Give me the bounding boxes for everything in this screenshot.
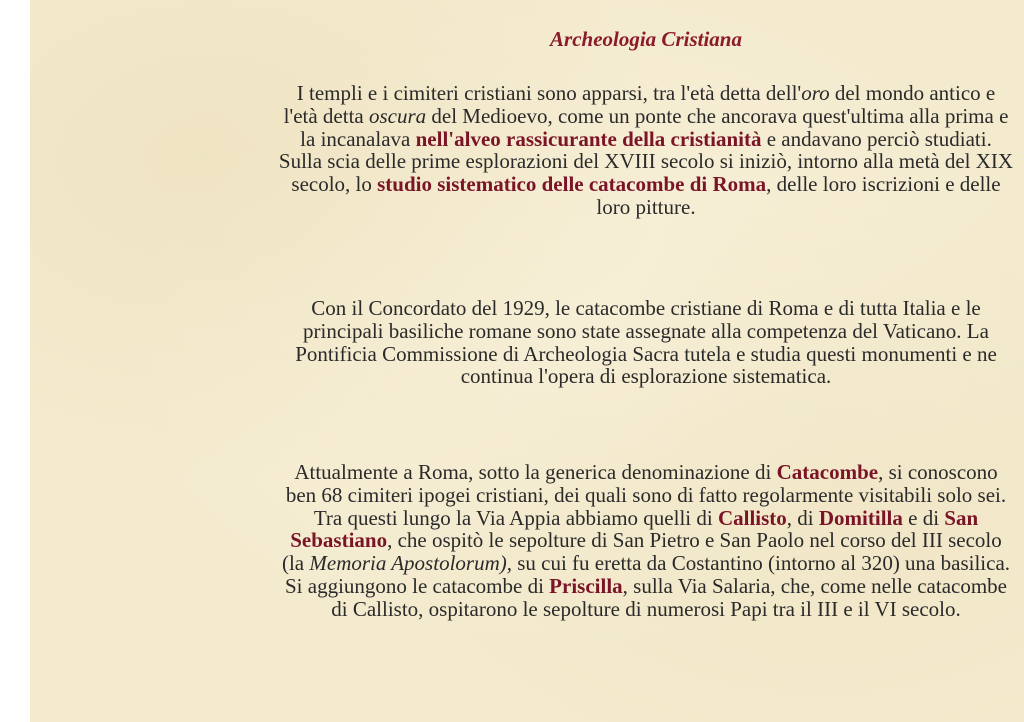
text-span: Priscilla [549,573,623,598]
text-span: San Sebastiano [290,505,984,553]
text-span: , delle loro iscrizioni e delle loro pitture. [596,172,1006,219]
text-span: Callisto [717,505,787,530]
text-span: studio sistematico delle catacombe di Roma [377,172,767,197]
text-span: , sulla Via Salaria, che, come nelle catacombe di Callisto, ospitarono le sepolture di numerosi Papi tra il III e il VI secolo. [331,573,1013,621]
text-span: su cui fu eretta da Costantino (intorno al 320) una basilica. Si aggiungono le catacombe di [284,551,1016,598]
text-span: Con il Concordato del 1929, le catacombe cristiane di Roma e di tutta Italia e le principali basiliche romane sono state assegnate alla competenza del Vaticano. La Pontificia Commissione di Archeologia Sacra tutela e studia questi monumenti e ne continua l'opera di esplorazione sistematica. [295,296,1003,389]
text-span: Catacombe [776,460,879,484]
document-title: Archeologia Cristiana [550,27,742,51]
text-span: e di [902,505,945,530]
paragraph-3 [278,461,1014,621]
paragraph-2 [278,297,1014,388]
text-span: , che ospitò le sepolture di San Pietro e San Paolo nel corso del III secolo (la [281,528,1008,576]
text-span: , si conoscono ben 68 cimiteri ipogei cristiani, dei quali sono di fatto regolarmente visitabili solo sei. Tra questi lungo la Via Appia abbiamo quelli di [285,460,1011,530]
text-span: I templi e i cimiteri cristiani sono apparsi, tra l'età detta dell' [296,81,802,105]
text-span: Memoria Apostolorum), [309,551,512,576]
text-span: Domitilla [818,505,903,530]
document-page [30,0,1024,722]
text-span: nell'alveo rassicurante della cristianità [415,126,762,151]
text-span: Attualmente a Roma, sotto la generica denominazione di [294,460,777,484]
text-span: oscura [368,103,427,128]
text-span: del Medioevo, come un ponte che ancorava quest'ultima alla prima e la incanalava [300,103,1014,151]
text-span: del mondo antico e l'età detta [283,81,1001,128]
text-span: , di [786,505,819,530]
paragraph-1 [278,81,1019,219]
text-span: e andavano perciò studiati. Sulla scia delle prime esplorazioni del XVIII secolo si iniziò, intorno alla metà del XIX secolo, lo [278,126,1019,197]
text-span: oro [801,81,830,105]
